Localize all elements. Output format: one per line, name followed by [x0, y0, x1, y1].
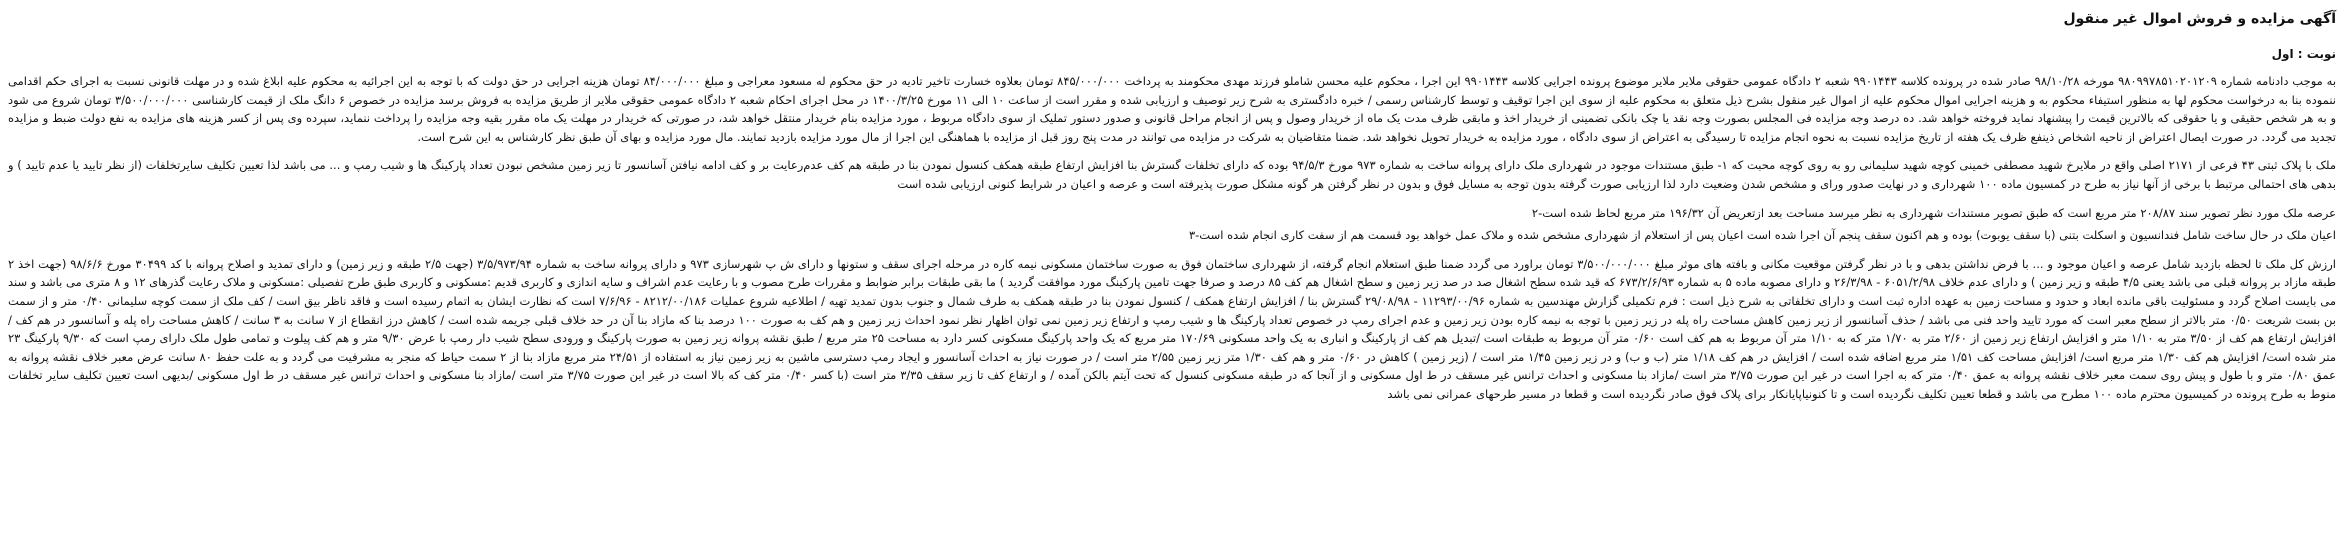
notice-title: آگهی مزایده و فروش اموال غیر منقول: [2063, 11, 2336, 27]
paragraph-auction-terms: به موجب دادنامه شماره ۹۸۰۹۹۷۸۵۱۰۲۰۱۲۰۹ مورخه ۹۸/۱۰/۲۸ صادر شده در پرونده کلاسه ۹۹۰۱۴۴۳ شعبه ۲ دادگاه عمومی حقوقی ملایر ملایر موضوع پرونده اجرایی کلاسه ۹۹۰۱۴۴۳ این اجرا ، محکوم علیه محسن شاملو فرزند مهدی محکومند به پرداخت ۸۴۵/۰۰۰/۰۰۰ تومان بعلاوه خسارت تاخیر تادیه در حق محکوم له مسعود معراجی و مبلغ ۸۴/۰۰۰/۰۰۰ تومان هزینه اجرایی در حق دولت که با توجه به این اجرائیه به محکوم علیه ابلاغ شده و در مهلت قانونی نسبت به اجرای حکم اقدامی ننموده بنا به درخواست محکوم لها به منظور استیفاء محکوم به و هزینه اجرایی اموال محکوم علیه از اموال غیر منقول بشرح ذیل متعلق به محکوم علیه از سوی این اجرا توقیف و توسط کارشناس رسمی / خبره دادگستری به شرح زیر توصیف و ارزیابی شده و مقرر است از ساعت ۱۰ الی ۱۱ مورخ ۱۴۰۰/۳/۲۵ در محل اجرای احکام شعبه ۲ دادگاه عمومی حقوقی ملایر از طریق مزایده به فروش برسد مزایده در خصوص ۶ دانگ ملک از قیمت کارشناسی ۳/۵۰۰/۰۰۰/۰۰۰ تومان شروع می شود و به هر شخص حقیقی و یا حقوقی که بالاترین قیمت را پیشنهاد نماید فروخته خواهد شد. ده درصد وجه مزایده فی المجلس بصورت وجه نقد یا چک بانکی تضمینی از خریدار اخذ و مابقی ظرف مدت یک ماه از خریدار وصول و پس از انجام مراحل قانونی و صدور دستور تملیک از سوی دادگاه مربوط ، مورد مزایده بنام خریدار منتقل خواهد شد، در صورتی که خریدار در مهلت یک ماه مقرر بقیه وجه مزایده را پرداخت ننماید، سپرده وی پس از کسر هزینه های مزایده به نفع دولت ضبط و مزایده تجدید می گردد. در صورت ایصال اعتراض از ناحیه اشخاص ذینفع ظرف یک هفته از تاریخ مزایده نسبت به نحوه انجام مزایده تا رسیدگی به اعتراض از سوی دادگاه ، مورد مزایده به خریدار تحویل نخواهد شد. ضمنا متقاضیان به شرکت در مزایده می توانند در مدت پنج روز قبل از مزایده با هماهنگی این اجرا از مال مورد مزایده بازدید نمایند. مال مورد مزایده و بهای آن طبق نظر کارشناس به این شرح است.: [8, 74, 2337, 144]
paragraph-building-status: اعیان ملک در حال ساخت شامل فندانسیون و اسکلت بتنی (با سقف یوبوت) بوده و هم اکنون سقف پنجم آن اجرا شده است اعیان پس از استعلام از شهرداری مشخص شده و ملاک عمل خواهد بود قسمت هم از سفت کاری انجام شده است-۳: [1188, 228, 2336, 243]
paragraph-valuation-details: ارزش کل ملک تا لحظه بازدید شامل عرصه و اعیان موجود و ... با فرض نداشتن بدهی و با در نظر گرفتن موقعیت مکانی و بافته های موثر مبلغ ۳/۵۰۰/۰۰۰/۰۰۰ تومان براورد می گردد ضمنا طبق استعلام انجام گرفته، از شهرداری ساختمان فوق به صورت ساختمان مسکونی نیمه کاره در مرحله اجرای سقف و ستونها و دارای ش پ شهرسازی ۹۷۳ و دارای پروانه ساخت به شماره ۳/۵/۹۷۳/۹۴ (جهت ۲/۵ طبقه و زیر زمین) و دارای تمدید و اصلاح پروانه با کد ۳۰۴۹۹ مورخ ۹۸/۶/۶ (جهت اخذ ۲ طبقه مازاد بر پروانه قبلی می باشد یعنی ۴/۵ طبقه و زیر زمین ) و دارای عدم خلاف ۶۰۵۱/۲/۹۸ - ۲۶/۳/۹۸ و دارای مصوبه ماده ۵ به شماره ۶۷۳/۲/۶/۹۳ که قید شده سطح اشغال صد در صد زیر زمین و سطح اشغال هم کف ۸۵ درصد و صرفا جهت تامین پارکینگ مورد موافقت گردید ) ما بقی طبقات برابر ضوابط و مقررات طرح مصوب و با رعایت عدم اشراف و سایه اندازی و کاربری قدیم :مسکونی و کاربری طبق طرح تفصیلی :مسکونی و ملاک رعایت گذرهای ۱۲ و ۸ متری می باشد و سند می بایست اصلاح گردد و مسئولیت باقی مانده ابعاد و حدود و مساحت زمین به عهده اداره ثبت است و دارای تخلفاتی به شرح ذیل است : فرم تکمیلی گزارش مهندسین به شماره ۱۱۲۹۳/۰۰/۹۶ - ۲۹/۰۸/۹۸ گسترش بنا / افزایش ارتفاع همکف / کنسول نمودن بنا در طبقه همکف به طرف شمال و جنوب بدون تمدید تهیه / اطلاعیه شروع عملیات ۸۲۱۲/۰۰/۱۸۶ - ۷/۶/۹۶ است که نظارت ایشان به اتمام رسیده است و فاقد ناظر بیق است / کف ملک از سمت کوچه سلیمانی ۰/۴۰ متر و از سمت بن بست شریعت ۰/۵۰ متر بالاتر از سطح معبر است که مورد تایید واحد فنی می باشد / حذف آسانسور از زیر زمین کاهش مساحت راه پله در زیر زمین با توجه به نیمه کاره بودن زیر زمین و عدم اجرای رمپ در خصوص تعداد پارکینگ ها و شیب رمپ و ارتفاع زیر زمین نمی توان اظهار نظر نمود احداث زیر زمین و هم کف به صورت ۱۰۰ درصد بنا که مازاد بنا آن در حد خلاف قبلی جریمه شده است / کاهش درز انقطاع از ۷ سانت به ۳ سانت / کاهش مساحت راه پله و آسانسور در هم کف / افزایش ارتفاع هم کف از ۳/۵۰ متر به ۱/۱۰ متر و افزایش ارتفاع زیر زمین از ۲/۶۰ متر به ۱/۷۰ متر که به ۱/۱۰ متر آن مربوط به هم کف است ۰/۶۰ متر آن مربوط به طبقات است /تبدیل هم کف از پارکینگ و انباری به یک واحد مسکونی ۱۷۰/۶۹ متر مربع که یک واحد پارکینگ مسکونی کسر دارد به مساحت ۲۵ متر مربع / طبق نقشه پروانه زیر زمین به صورت پارکینگ و ورودی سطح شیب دار رمپ با عرض ۹/۳۰ متر و هم کف پیلوت و تمامی طول ملک دارای رمپ است که ۹/۳۰ پارکینگ ۲۳ متر شده است/ افزایش هم کف ۱/۳۰ متر مربع است/ افزایش مساحت کف ۱/۵۱ متر مربع اضافه شده است / افزایش در هم کف ۱/۱۸ متر (ب و ب) و در زیر زمین ۱/۴۵ متر است / (زیر زمین ) کاهش در ۰/۶۰ متر و هم کف ۱/۳۰ متر زیر زمین ۲/۵۵ متر است / در صورت نیاز به احداث آسانسور و ایجاد رمپ دسترسی ماشین به زیر زمین نیاز به استفاده از ۲۴/۵۱ متر مربع مازاد بنا از ۲ سمت حیاط که منجر به مشرفیت می گردد و به علت حفظ ۸۰ سانت عرض معبر خلاف نقشه پروانه به عمق ۰/۸۰ متر و با طول و پیش روی سمت معبر خلاف نقشه پروانه به عمق ۰/۴۰ متر که به اجرا است در غیر این صورت ۳/۷۵ متر است /مازاد بنا مسکونی و احداث ترانس غیر مسقف در ط اول مسکونی و از آنجا که در طبقه مسکونی کنسول که تحت آیتم بالکن آمده / و ارتفاع کف تا زیر سقف ۳/۳۵ متر است (با کسر ۰/۴۰ متر کف که بالا است در غیر این صورت ۳/۷۵ متر است /مازاد بنا مسکونی و احداث ترانس غیر مسقف در ط اول مسکونی /بدیهی است تعیین تکلیف سایر تخلفات منوط به طرح پرونده در کمیسیون محترم ماده ۱۰۰ مطرح می باشد و قطعا تعیین تکلیف نگردیده است و تا کنونیاپایانکار برای پلاک فوق صادر نگردیده است و قطعا در مسیر طرحهای عمرانی نمی باشد: [8, 256, 2337, 401]
paragraph-land-area: عرصه ملک مورد نظر تصویر سند ۲۰۸/۸۷ متر مربع است که طبق تصویر مستندات شهرداری به نظر میرسد مساحت بعد ازتعریض آن ۱۹۶/۳۲ متر مربع لحاظ شده است-۲: [1531, 205, 2336, 220]
paragraph-property-description: ملک با پلاک ثبتی ۴۳ فرعی از ۲۱۷۱ اصلی واقع در ملایرخ شهید مصطفی خمینی کوچه شهید سلیمانی رو به روی کوچه محبت که ۱- طبق مستندات موجود در شهرداری ملک دارای پروانه ساخت به شماره ۹۷۳ مورخ ۹۴/۵/۳ بوده که دارای تخلفات گسترش بنا افزایش ارتفاع طبقه همکف کنسول نمودن بنا در طبقه هم کف عدم‌رعایت بر و کف ادامه نیافتن آسانسور تا زیر زمین مشخص نبودن تعداد پارکینگ ها و شیب رمپ و ... می باشد لذا تعیین تکلیف سایرتخلفات (از نظر تایید یا عدم تایید ) و بدهی های احتمالی مرتبط با برخی از آنها نیاز به طرح در کمسیون ماده ۱۰۰ شهرداری و در نهایت صدور ورای و مشخص شدن وضعیت دارد لذا ارزیابی صورت گرفته بدون توجه به مسایل فوق و بدون در نظر گرفتن هر گونه مشکل صورت پذیرفته است و عرصه و اعیان در شرایط کنونی ارزیابی شده است: [8, 158, 2336, 191]
notice-round: نوبت : اول: [2271, 47, 2336, 61]
